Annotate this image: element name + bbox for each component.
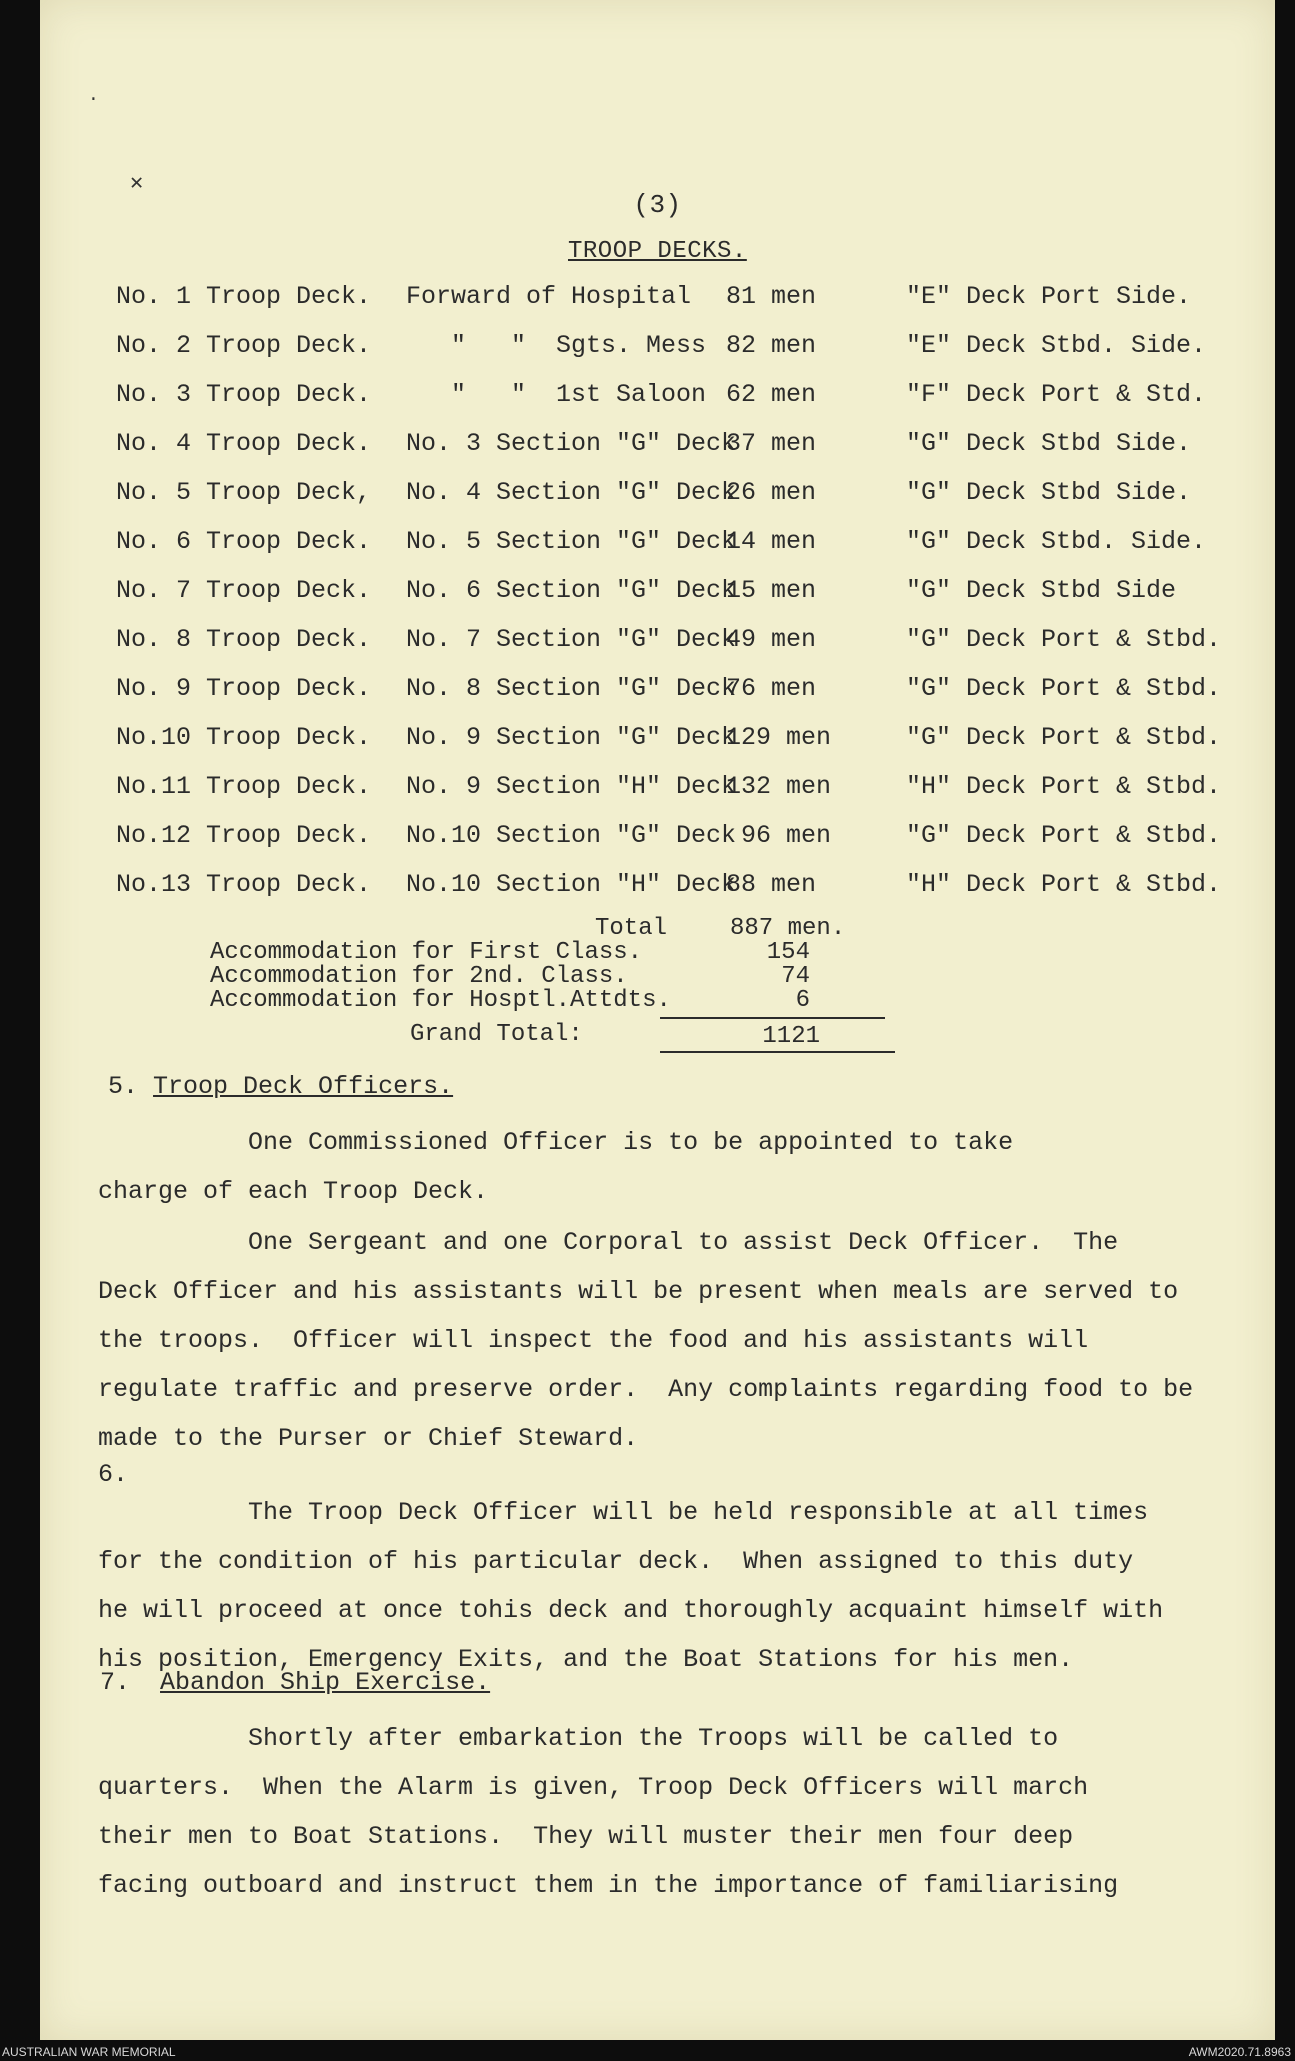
deck-side: "G" Deck Port & Stbd.	[906, 723, 1222, 752]
heading-text: Troop Deck Officers.	[153, 1072, 454, 1101]
troop-deck-row	[116, 723, 1222, 763]
text-line: made to the Purser or Chief Steward.	[98, 1424, 639, 1453]
troop-deck-row	[116, 821, 1222, 861]
total-label: Total	[595, 915, 668, 942]
troop-deck-row	[116, 380, 1207, 420]
deck-number: No.11 Troop Deck.	[116, 772, 372, 801]
men-count: 14 men	[726, 527, 817, 556]
section-number: 5.	[108, 1072, 139, 1101]
deck-side: "H" Deck Port & Stbd.	[906, 772, 1222, 801]
deck-location: Forward of Hospital	[406, 282, 692, 311]
deck-location: No. 8 Section "G" Deck	[406, 674, 737, 703]
second-class-label: Accommodation for 2nd. Class.	[210, 963, 628, 990]
deck-number: No. 5 Troop Deck,	[116, 478, 372, 507]
first-class-value: 154	[766, 939, 810, 966]
deck-number: No.13 Troop Deck.	[116, 870, 372, 899]
text-line: their men to Boat Stations. They will muster their men four deep	[98, 1822, 1074, 1851]
margin-mark: ✕	[130, 171, 144, 196]
first-class-label: Accommodation for First Class.	[210, 939, 643, 966]
grand-total-label: Grand Total:	[410, 1021, 583, 1048]
section-5-paragraph-1	[98, 1118, 1208, 1216]
total-value: 887 men.	[730, 915, 846, 942]
section-6-paragraph	[98, 1462, 1208, 1684]
deck-side: "E" Deck Port Side.	[906, 282, 1192, 311]
text-line: One Commissioned Officer is to be appointed to take	[98, 1128, 1014, 1157]
deck-location: No. 7 Section "G" Deck	[406, 625, 737, 654]
deck-side: "G" Deck Stbd Side.	[906, 429, 1192, 458]
text-line: charge of each Troop Deck.	[98, 1177, 489, 1206]
men-count: 132 men	[726, 772, 832, 801]
men-count: 76 men	[726, 674, 817, 703]
troop-deck-row	[116, 429, 1192, 469]
text-line: Deck Officer and his assistants will be present when meals are served to	[98, 1277, 1179, 1306]
heading-text: Abandon Ship Exercise.	[160, 1668, 491, 1697]
text-line: Shortly after embarkation the Troops will be called to	[98, 1724, 1059, 1753]
deck-location: No. 9 Section "H" Deck	[406, 772, 737, 801]
deck-number: No. 8 Troop Deck.	[116, 625, 372, 654]
section-7-heading	[100, 1668, 490, 1697]
hospital-attendants-label: Accommodation for Hosptl.Attdts.	[210, 987, 671, 1014]
deck-number: No. 7 Troop Deck.	[116, 576, 372, 605]
second-class-value: 74	[781, 963, 810, 990]
men-count: 49 men	[726, 625, 817, 654]
hospital-attendants-value: 6	[795, 987, 810, 1014]
deck-number: No. 2 Troop Deck.	[116, 331, 372, 360]
text-line: for the condition of his particular deck. When assigned to this duty	[98, 1547, 1134, 1576]
deck-location: No. 4 Section "G" Deck	[406, 478, 737, 507]
deck-side: "H" Deck Port & Stbd.	[906, 870, 1222, 899]
page-number: (3)	[633, 190, 682, 220]
deck-location: " " 1st Saloon	[406, 380, 707, 409]
deck-number: No.10 Troop Deck.	[116, 723, 372, 752]
men-count: 37 men	[726, 429, 817, 458]
deck-side: "G" Deck Stbd Side	[906, 576, 1177, 605]
deck-number: No. 9 Troop Deck.	[116, 674, 372, 703]
text-line: he will proceed at once tohis deck and thoroughly acquaint himself with	[98, 1596, 1164, 1625]
deck-location: No. 9 Section "G" Deck	[406, 723, 737, 752]
men-count: 15 men	[726, 576, 817, 605]
troop-deck-row	[116, 478, 1192, 518]
section-title: TROOP DECKS.	[568, 238, 747, 265]
section-5-paragraph-2	[98, 1218, 1208, 1463]
text-line: his position, Emergency Exits, and the Boat Stations for his men.	[98, 1645, 1074, 1674]
deck-side: "G" Deck Stbd Side.	[906, 478, 1192, 507]
deck-location: No. 5 Section "G" Deck	[406, 527, 737, 556]
totals-block	[210, 915, 910, 1055]
men-count: 82 men	[726, 331, 817, 360]
troop-deck-row	[116, 331, 1207, 371]
text-line: One Sergeant and one Corporal to assist Deck Officer. The	[98, 1228, 1119, 1257]
men-count: 26 men	[726, 478, 817, 507]
men-count: 81 men	[726, 282, 817, 311]
men-count: 96 men	[726, 821, 832, 850]
troop-deck-row	[116, 870, 1222, 910]
deck-side: "G" Deck Port & Stbd.	[906, 821, 1222, 850]
deck-location: No. 6 Section "G" Deck	[406, 576, 737, 605]
deck-location: No.10 Section "G" Deck	[406, 821, 737, 850]
deck-side: "E" Deck Stbd. Side.	[906, 331, 1207, 360]
text-line: quarters. When the Alarm is given, Troop Deck Officers will march	[98, 1773, 1089, 1802]
deck-side: "G" Deck Port & Stbd.	[906, 625, 1222, 654]
deck-number: No.12 Troop Deck.	[116, 821, 372, 850]
deck-location: No. 3 Section "G" Deck	[406, 429, 737, 458]
deck-side: "G" Deck Stbd. Side.	[906, 527, 1207, 556]
troop-deck-row	[116, 282, 1192, 322]
text-line: The Troop Deck Officer will be held responsible at all times	[98, 1498, 1149, 1527]
deck-number: No. 4 Troop Deck.	[116, 429, 372, 458]
footer-right: AWM2020.71.8963	[1188, 2045, 1291, 2059]
troop-deck-row	[116, 527, 1207, 567]
men-count: 88 men	[726, 870, 817, 899]
margin-mark: ·	[88, 90, 99, 110]
deck-location: No.10 Section "H" Deck	[406, 870, 737, 899]
section-number: 7.	[100, 1668, 131, 1697]
grand-total-value: 1121	[762, 1023, 820, 1050]
footer-left: AUSTRALIAN WAR MEMORIAL	[2, 2045, 176, 2059]
section-7-paragraph	[98, 1714, 1208, 1910]
text-line: regulate traffic and preserve order. Any complaints regarding food to be	[98, 1375, 1194, 1404]
troop-deck-row	[116, 772, 1222, 812]
grand-total-rule	[660, 1051, 895, 1053]
text-line: facing outboard and instruct them in the importance of familiarising	[98, 1871, 1119, 1900]
men-count: 62 men	[726, 380, 817, 409]
section-number: 6.	[98, 1460, 129, 1489]
deck-number: No. 6 Troop Deck.	[116, 527, 372, 556]
section-5-heading	[108, 1072, 453, 1101]
deck-side: "F" Deck Port & Std.	[906, 380, 1207, 409]
sum-rule	[660, 1017, 885, 1019]
men-count: 129 men	[726, 723, 832, 752]
troop-deck-row	[116, 576, 1176, 616]
deck-side: "G" Deck Port & Stbd.	[906, 674, 1222, 703]
troop-deck-row	[116, 625, 1222, 665]
troop-deck-row	[116, 674, 1222, 714]
text-line: the troops. Officer will inspect the food and his assistants will	[98, 1326, 1089, 1355]
deck-location: " " Sgts. Mess	[406, 331, 707, 360]
deck-number: No. 3 Troop Deck.	[116, 380, 372, 409]
deck-number: No. 1 Troop Deck.	[116, 282, 372, 311]
